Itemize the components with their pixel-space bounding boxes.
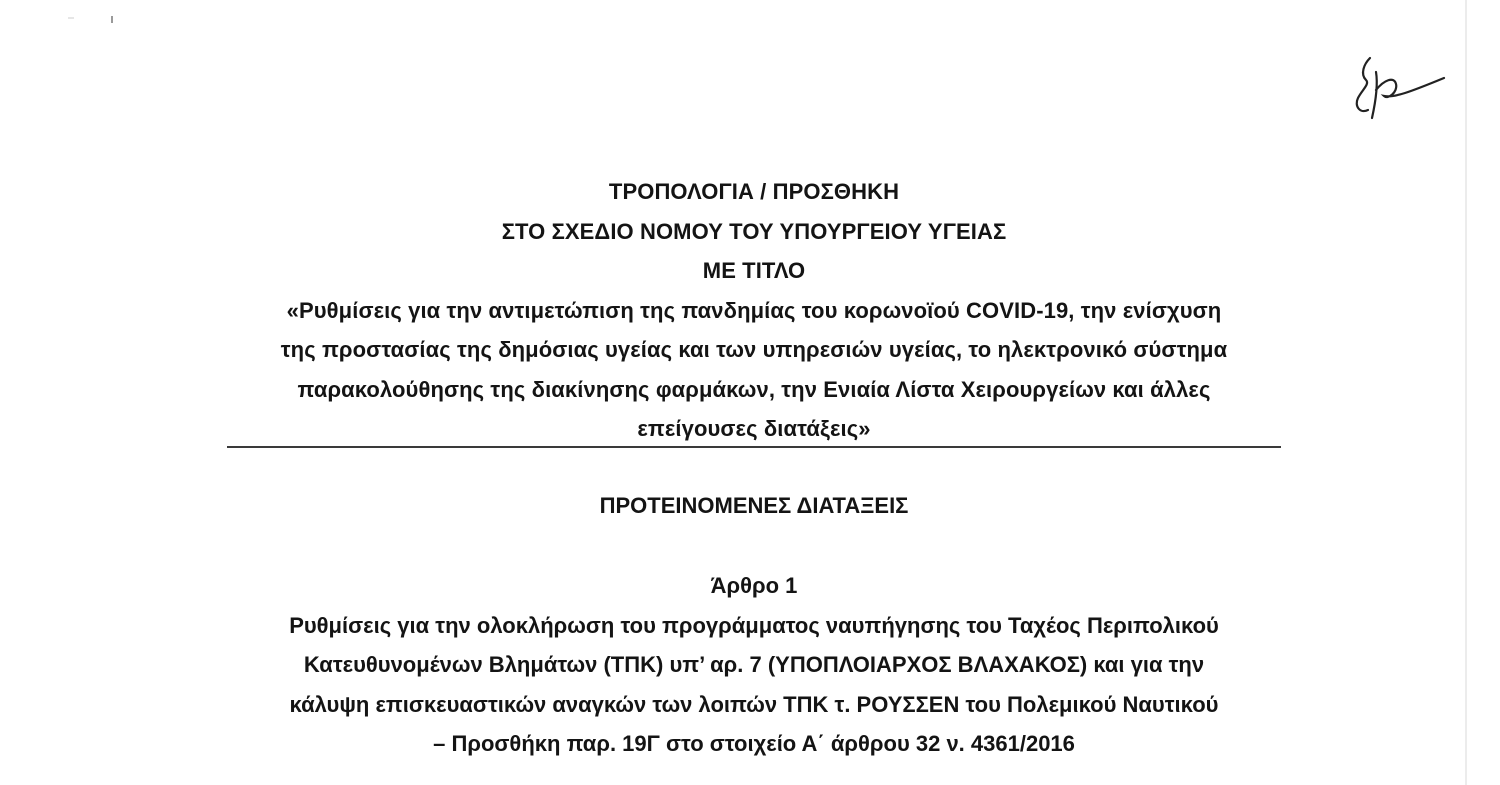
article-1 [226,566,1282,764]
header-line: ΣΤΟ ΣΧΕΔΙΟ ΝΟΜΟΥ ΤΟΥ ΥΠΟΥΡΓΕΙΟΥ ΥΓΕΙΑΣ [501,218,1007,244]
scan-artifact [68,17,74,19]
header-line: ΜΕ ΤΙΤΛΟ [702,258,806,283]
page-edge-shadow [1465,0,1467,785]
bill-title-line: της προστασίας της δημόσιας υγείας και των υπηρεσιών υγείας, το ηλεκτρονικό σύστημα [280,337,1228,362]
article-title-line: – Προσθήκη παρ. 19Γ στο στοιχείο Α΄ άρθρου 32 ν. 4361/2016 [433,731,1075,756]
article-title-line: κάλυψη επισκευαστικών αναγκών των λοιπών ΤΠΚ τ. ΡΟΥΣΣΕΝ του Πολεμικού Ναυτικού [289,691,1219,717]
scan-artifact [111,16,113,23]
horizontal-divider [227,446,1281,448]
bill-title-line: επείγουσες διατάξεις» [637,416,871,441]
article-title-line: Ρυθμίσεις για την ολοκλήρωση του προγράμματος ναυπήγησης του Ταχέος Περιπολικού [289,612,1219,638]
article-number: Άρθρο 1 [710,573,798,598]
handwritten-signature-icon [1350,50,1450,125]
bill-title-line: παρακολούθησης της διακίνησης φαρμάκων, την Ενιαία Λίστα Χειρουργείων και άλλες [297,376,1211,402]
amendment-header [226,172,1282,449]
article-title-line: Κατευθυνομένων Βλημάτων (ΤΠΚ) υπ’ αρ. 7 (ΥΠΟΠΛΟΙΑΡΧΟΣ ΒΛΑΧΑΚΟΣ) και για την [303,652,1205,677]
header-line: ΤΡΟΠΟΛΟΓΙΑ / ΠΡΟΣΘΗΚΗ [608,179,900,204]
section-heading: ΠΡΟΤΕΙΝΟΜΕΝΕΣ ΔΙΑΤΑΞΕΙΣ [599,493,909,518]
bill-title-line: «Ρυθμίσεις για την αντιμετώπιση της πανδημίας του κορωνοϊού COVID-19, την ενίσχυση [286,297,1222,323]
